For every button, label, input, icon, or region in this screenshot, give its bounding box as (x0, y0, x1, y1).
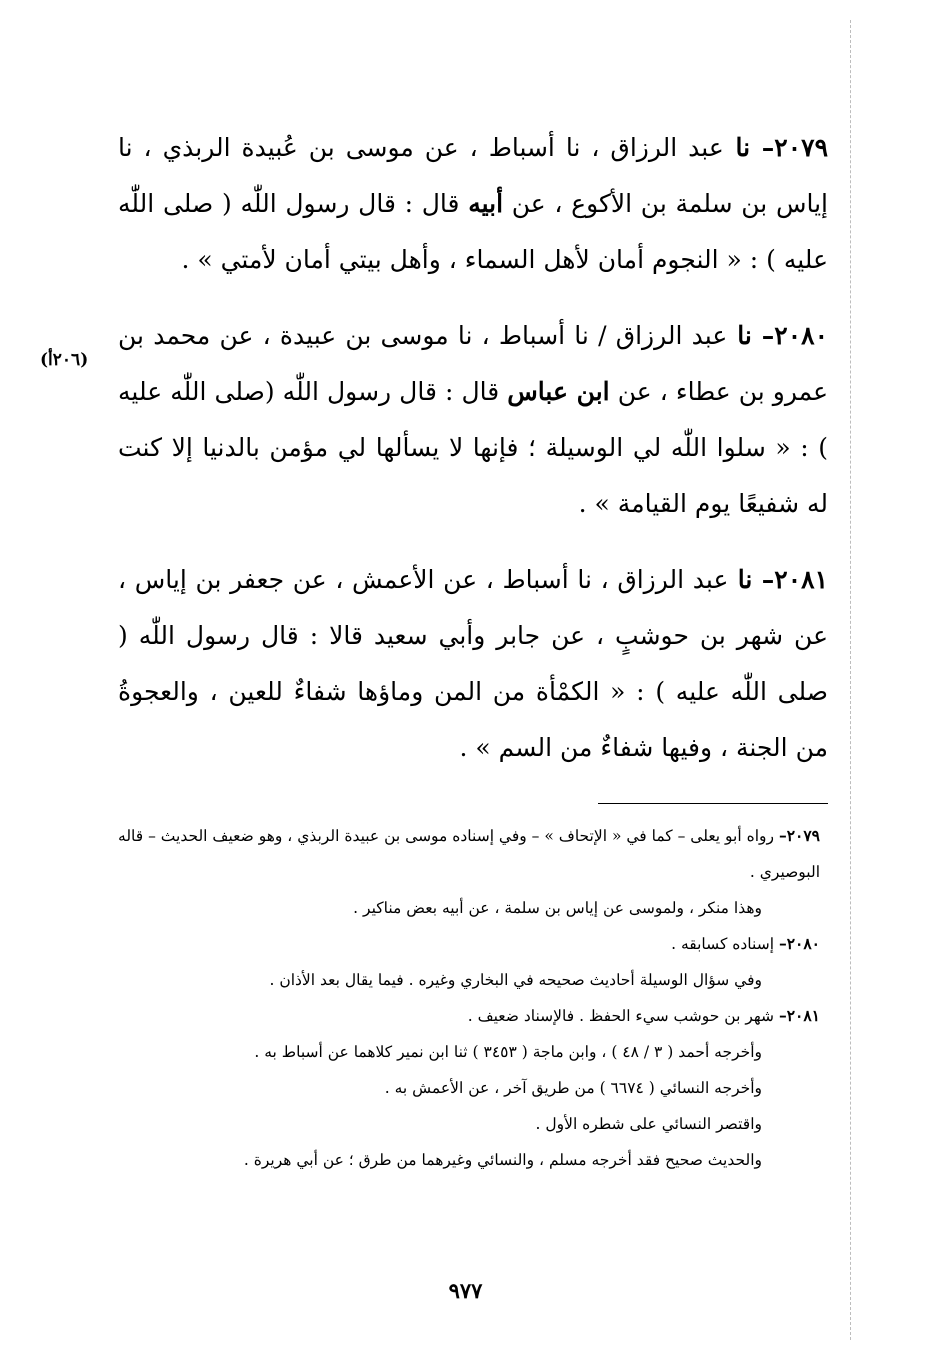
hadith-2079 (118, 120, 828, 288)
hadith-2081 (118, 552, 828, 776)
footnote-text: والحديث صحيح فقد أخرجه مسلم ، والنسائي وغيرهما من طرق ؛ عن أبي هريرة . (243, 1151, 762, 1169)
footnote-text: وفي سؤال الوسيلة أحاديث صحيحه في البخاري وغيره . فيما يقال بعد الأذان . (269, 971, 762, 989)
hadith-number: ٢٠٨١– (761, 565, 828, 594)
narrator-name: أبيه (468, 189, 504, 218)
footnote-line (110, 962, 820, 998)
footnote-text: رواه أبو يعلى – كما في « الإتحاف » – وفي إسناده موسى بن عبيدة الربذي ، وهو ضعيف الحديث – قاله البوصيري . (118, 827, 820, 881)
page-edge-line (850, 20, 851, 1340)
footnote-number: ٢٠٨١– (778, 1006, 820, 1025)
footnote-line (110, 1106, 820, 1142)
footnote-separator (598, 803, 828, 804)
footnote-text: واقتصر النسائي على شطره الأول . (535, 1115, 762, 1133)
footnote-text: إسناده كسابقه . (671, 935, 779, 953)
footnote-line (110, 890, 820, 926)
footnote-number: ٢٠٧٩– (778, 826, 820, 845)
hadith-text: قال : قال رسول اللّٰه ( صلى اللّٰه عليه ) : « النجوم أمان لأهل السماء ، وأهل بيتي أمان لأمتي » . (118, 189, 828, 274)
narration-marker: نا (723, 133, 762, 162)
hadith-2080 (118, 308, 828, 532)
footnote-text: وأخرجه النسائي ( ٦٦٧٤ ) من طريق آخر ، عن الأعمش به . (384, 1079, 762, 1097)
footnote-2081 (110, 998, 820, 1034)
page-number: ٩٧٧ (448, 1278, 483, 1303)
hadith-number: ٢٠٧٩– (761, 133, 828, 162)
narrator-name: ابن عباس (507, 377, 610, 406)
footnote-line (110, 1070, 820, 1106)
footnote-text: وهذا منكر ، ولموسى عن إياس بن سلمة ، عن أبيه بعض مناكير . (353, 899, 762, 917)
footnote-text: وأخرجه أحمد ( ٣ / ٤٨ ) ، وابن ماجة ( ٣٤٥٣ ) ثنا ابن نمير كلاهما عن أسباط به . (254, 1043, 762, 1061)
hadith-text: قال : قال رسول اللّٰه (صلى اللّٰه عليه ) : « سلوا اللّٰه لي الوسيلة ؛ فإنها لا يسألها لي مؤمن بالدنيا إلا كنت له شفيعًا يوم القيامة » . (118, 377, 828, 518)
narration-marker: نا (728, 565, 762, 594)
footnotes (110, 818, 820, 1178)
footnote-2080 (110, 926, 820, 962)
footnote-2079 (110, 818, 820, 890)
hadith-number: ٢٠٨٠– (761, 321, 829, 350)
margin-folio-note: (٢٠٦أ) (40, 350, 89, 370)
hadith-text: عبد الرزاق ، نا أسباط ، عن موسى بن عُبيدة الربذي ، نا إياس بن سلمة بن الأكوع ، عن (118, 133, 829, 218)
hadith-text: عبد الرزاق ، نا أسباط ، عن الأعمش ، عن جعفر بن إياس ، عن شهر بن حوشبٍ ، عن جابر وأبي سعيد قالا : قال رسول اللّٰه ( صلى اللّٰه عليه ) : « الكمْأة من المن وماؤها شفاءٌ للعين ، والعجوةُ من الجنة ، وفيها شفاءٌ من السم » . (118, 565, 828, 762)
narration-marker: نا (727, 321, 762, 350)
footnote-text: شهر بن حوشب سيء الحفظ . فالإسناد ضعيف . (467, 1007, 779, 1025)
main-text-body (118, 120, 828, 796)
footnote-number: ٢٠٨٠– (778, 934, 820, 953)
hadith-text: عبد الرزاق / نا أسباط ، نا موسى بن عبيدة ، عن محمد بن عمرو بن عطاء ، عن (118, 321, 829, 406)
footnote-line (110, 1142, 820, 1178)
footnote-line (110, 1034, 820, 1070)
